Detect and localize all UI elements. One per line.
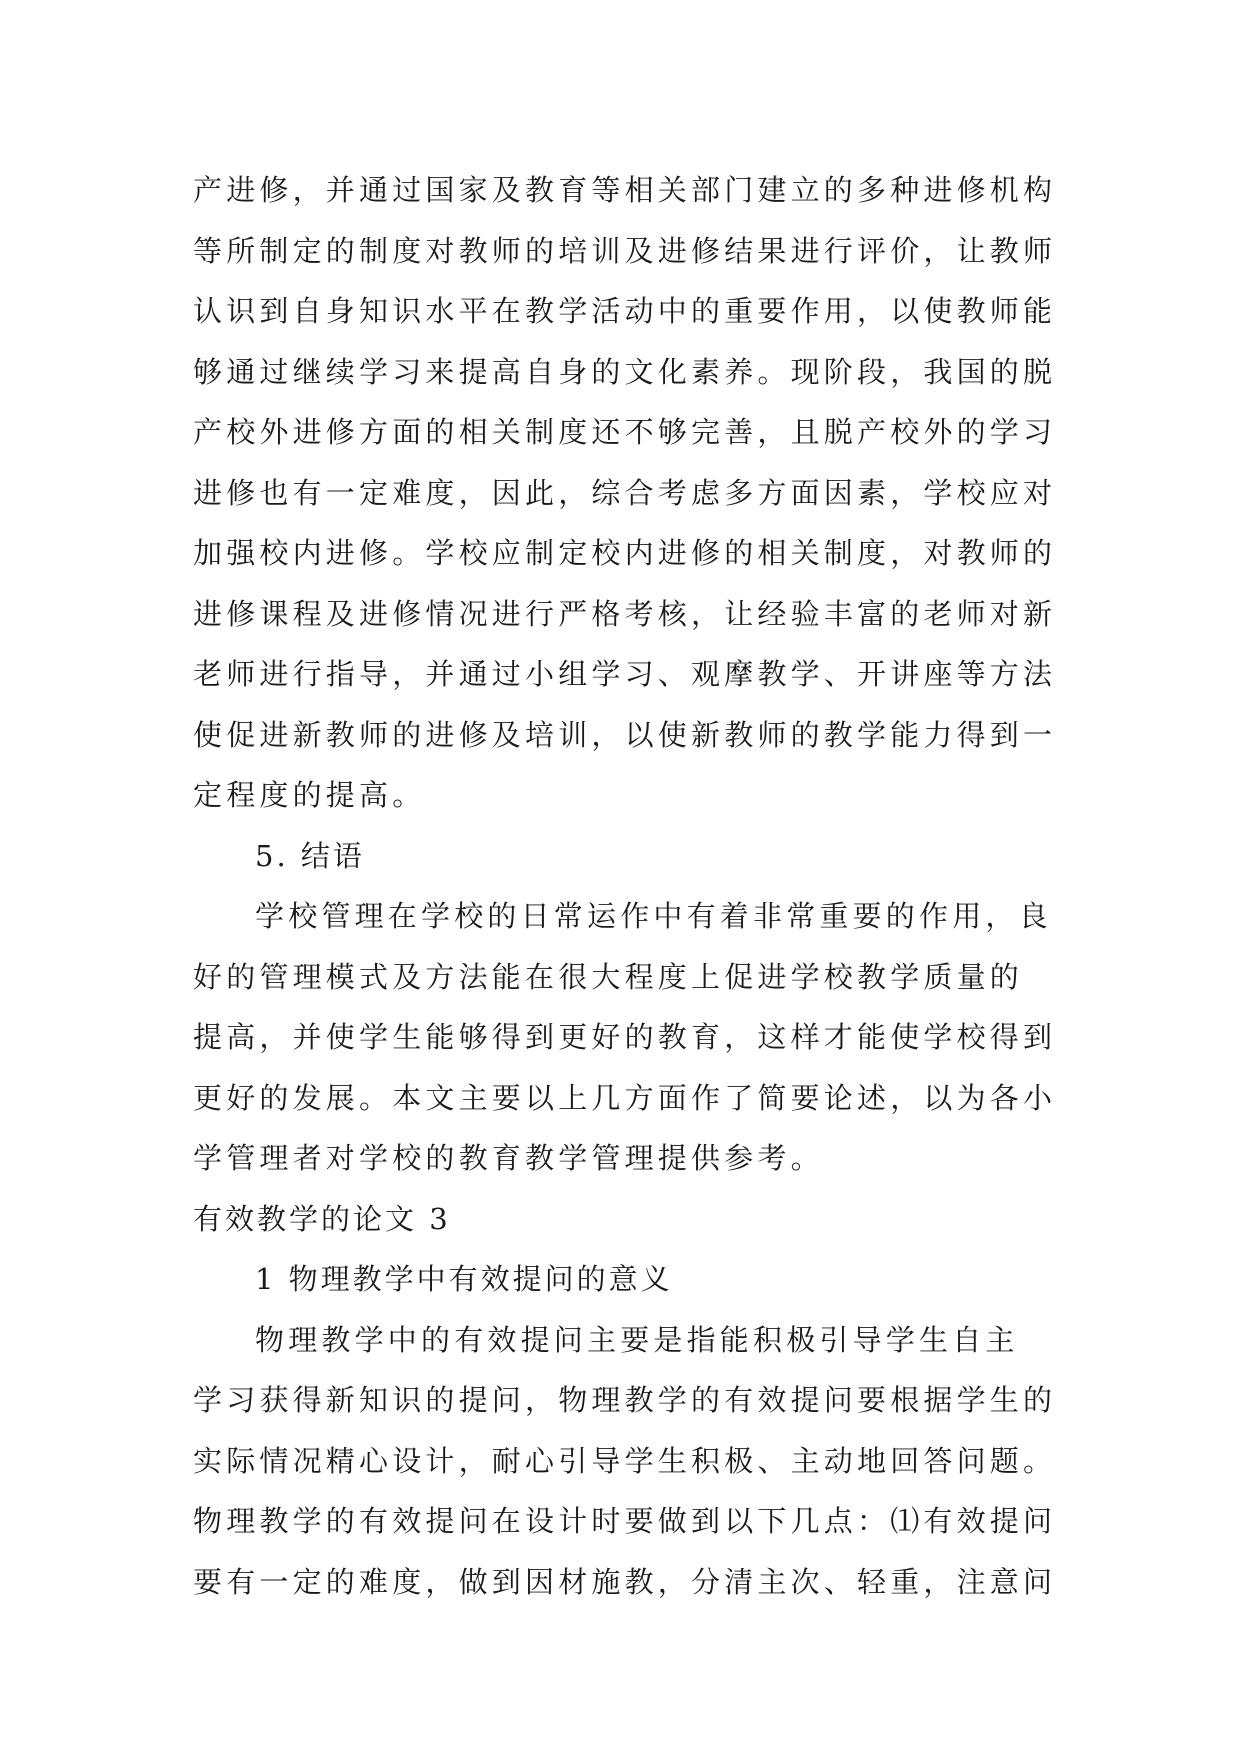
article-title: 有效教学的论文 3 — [193, 1201, 451, 1236]
section-heading: 1 物理教学中有效提问的意义 — [255, 1262, 673, 1296]
document-page — [193, 160, 1057, 1612]
paragraph-line: 产校外进修方面的相关制度还不够完善，且脱产校外的学习 — [193, 415, 1057, 449]
paragraph-line: 更好的发展。本文主要以上几方面作了简要论述，以为各小 — [193, 1080, 1057, 1115]
paragraph-line: 老师进行指导，并通过小组学习、观摩教学、开讲座等方法 — [193, 657, 1057, 691]
section-heading: 5. 结语 — [255, 838, 365, 873]
paragraph-line: 要有一定的难度，做到因材施教，分清主次、轻重，注意问 — [193, 1564, 1057, 1599]
paragraph-line: 好的管理模式及方法能在很大程度上促进学校教学质量的 — [193, 959, 1024, 994]
paragraph-line: 进修课程及进修情况进行严格考核，让经验丰富的老师对新 — [193, 596, 1057, 631]
paragraph-line: 物理教学的有效提问在设计时要做到以下几点：⑴有效提问 — [193, 1504, 1057, 1538]
paragraph-line: 物理教学中的有效提问主要是指能积极引导学生自主 — [255, 1322, 1019, 1357]
paragraph-line: 学校管理在学校的日常运作中有着非常重要的作用，良 — [255, 899, 1052, 933]
paragraph-line: 学习获得新知识的提问，物理教学的有效提问要根据学生的 — [193, 1383, 1057, 1417]
paragraph-line: 加强校内进修。学校应制定校内进修的相关制度，对教师的 — [193, 536, 1057, 570]
paragraph-line: 等所制定的制度对教师的培训及进修结果进行评价，让教师 — [193, 233, 1057, 268]
paragraph-line: 产进修，并通过国家及教育等相关部门建立的多种进修机构 — [193, 173, 1057, 207]
paragraph-line: 使促进新教师的进修及培训，以使新教师的教学能力得到一 — [193, 717, 1057, 752]
paragraph-line: 够通过继续学习来提高自身的文化素养。现阶段，我国的脱 — [193, 354, 1057, 389]
paragraph-line: 实际情况精心设计，耐心引导学生积极、主动地回答问题。 — [193, 1443, 1057, 1478]
paragraph-line: 学管理者对学校的教育教学管理提供参考。 — [193, 1141, 824, 1175]
paragraph-line: 定程度的提高。 — [193, 778, 426, 812]
paragraph-line: 提高，并使学生能够得到更好的教育，这样才能使学校得到 — [193, 1020, 1057, 1054]
paragraph-line: 认识到自身知识水平在教学活动中的重要作用，以使教师能 — [193, 294, 1057, 328]
paragraph-line: 进修也有一定难度，因此，综合考虑多方面因素，学校应对 — [193, 475, 1057, 510]
